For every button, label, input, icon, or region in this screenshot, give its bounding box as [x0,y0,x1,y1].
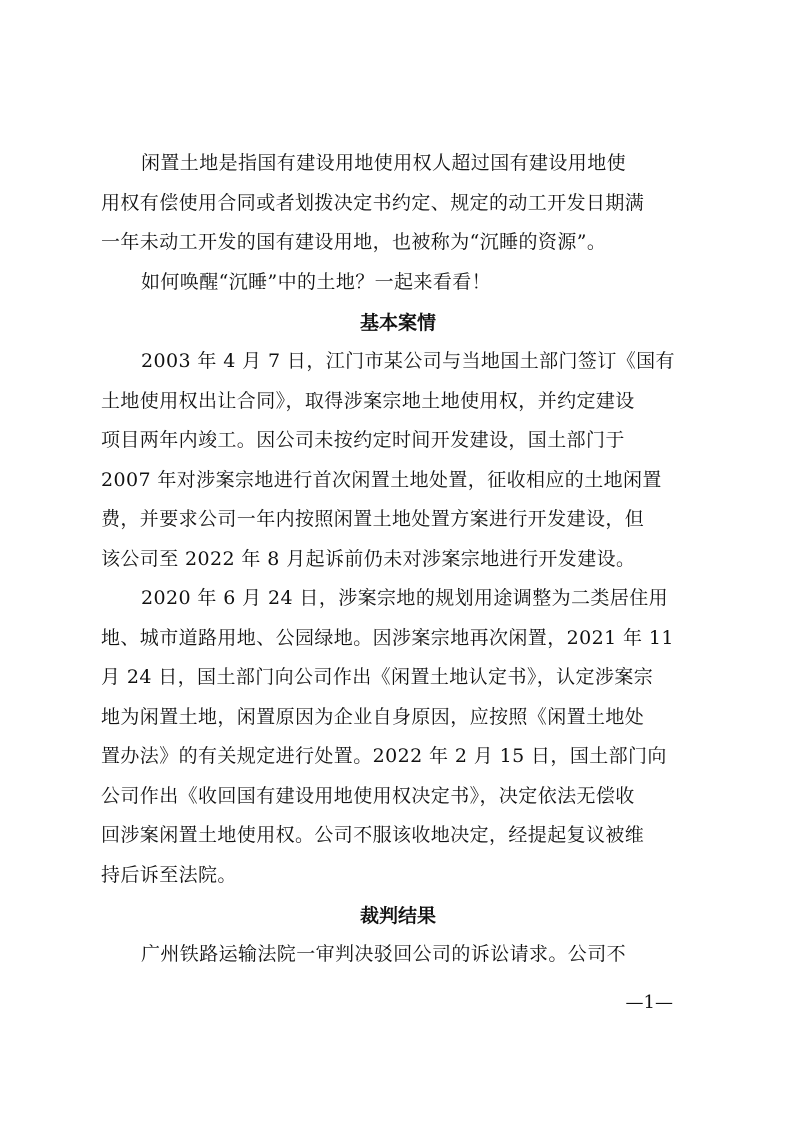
case-facts-paragraph-1: 2003 年 4 月 7 日，江门市某公司与当地国土部门签订《国有 土地使用权出让合同》，取得涉案宗地土地使用权，并约定建设 项目两年内竣工。因公司未按约定时间开发建设，国土部门于 2007 年对涉案宗地进行首次闲置土地处置，征收相应的土地闲置 费，并要求公司一年内按照闲置土地处置方案进行开发建设，但 该公司至 2022 年 8 月起诉前仍未对涉案宗地进行开发建设。 [101,350,675,570]
page-number: —1— [625,992,673,1013]
intro-question: 如何唤醒“沉睡”中的土地？一起来看看！ [141,270,492,293]
case-facts-paragraph-2: 2020 年 6 月 24 日，涉案宗地的规划用途调整为二类居住用 地、城市道路用地、公园绿地。因涉案宗地再次闲置，2021 年 11 月 24 日，国土部门向公司作出《闲置土地认定书》，认定涉案宗 地为闲置土地，闲置原因为企业自身原因，应按照《闲置土地处 置办法》的有关规定进行处置。2022 年 2 月 15 日，国土部门向 公司作出《收回国有建设用地使用权决定书》，决定依法无偿收 回涉案闲置土地使用权。公司不服该收地决定，经提起复议被维 持后诉至法院。 [101,587,674,886]
document-body [101,144,695,975]
intro-paragraph: 闲置土地是指国有建设用地使用权人超过国有建设用地使 用权有偿使用合同或者划拨决定书约定、规定的动工开发日期满 一年未动工开发的国有建设用地，也被称为“沉睡的资源”。 [101,152,645,253]
section-heading-case-facts: 基本案情 [359,312,436,334]
judgment-paragraph: 广州铁路运输法院一审判决驳回公司的诉讼请求。公司不 [141,943,627,965]
section-heading-judgment: 裁判结果 [359,905,436,927]
